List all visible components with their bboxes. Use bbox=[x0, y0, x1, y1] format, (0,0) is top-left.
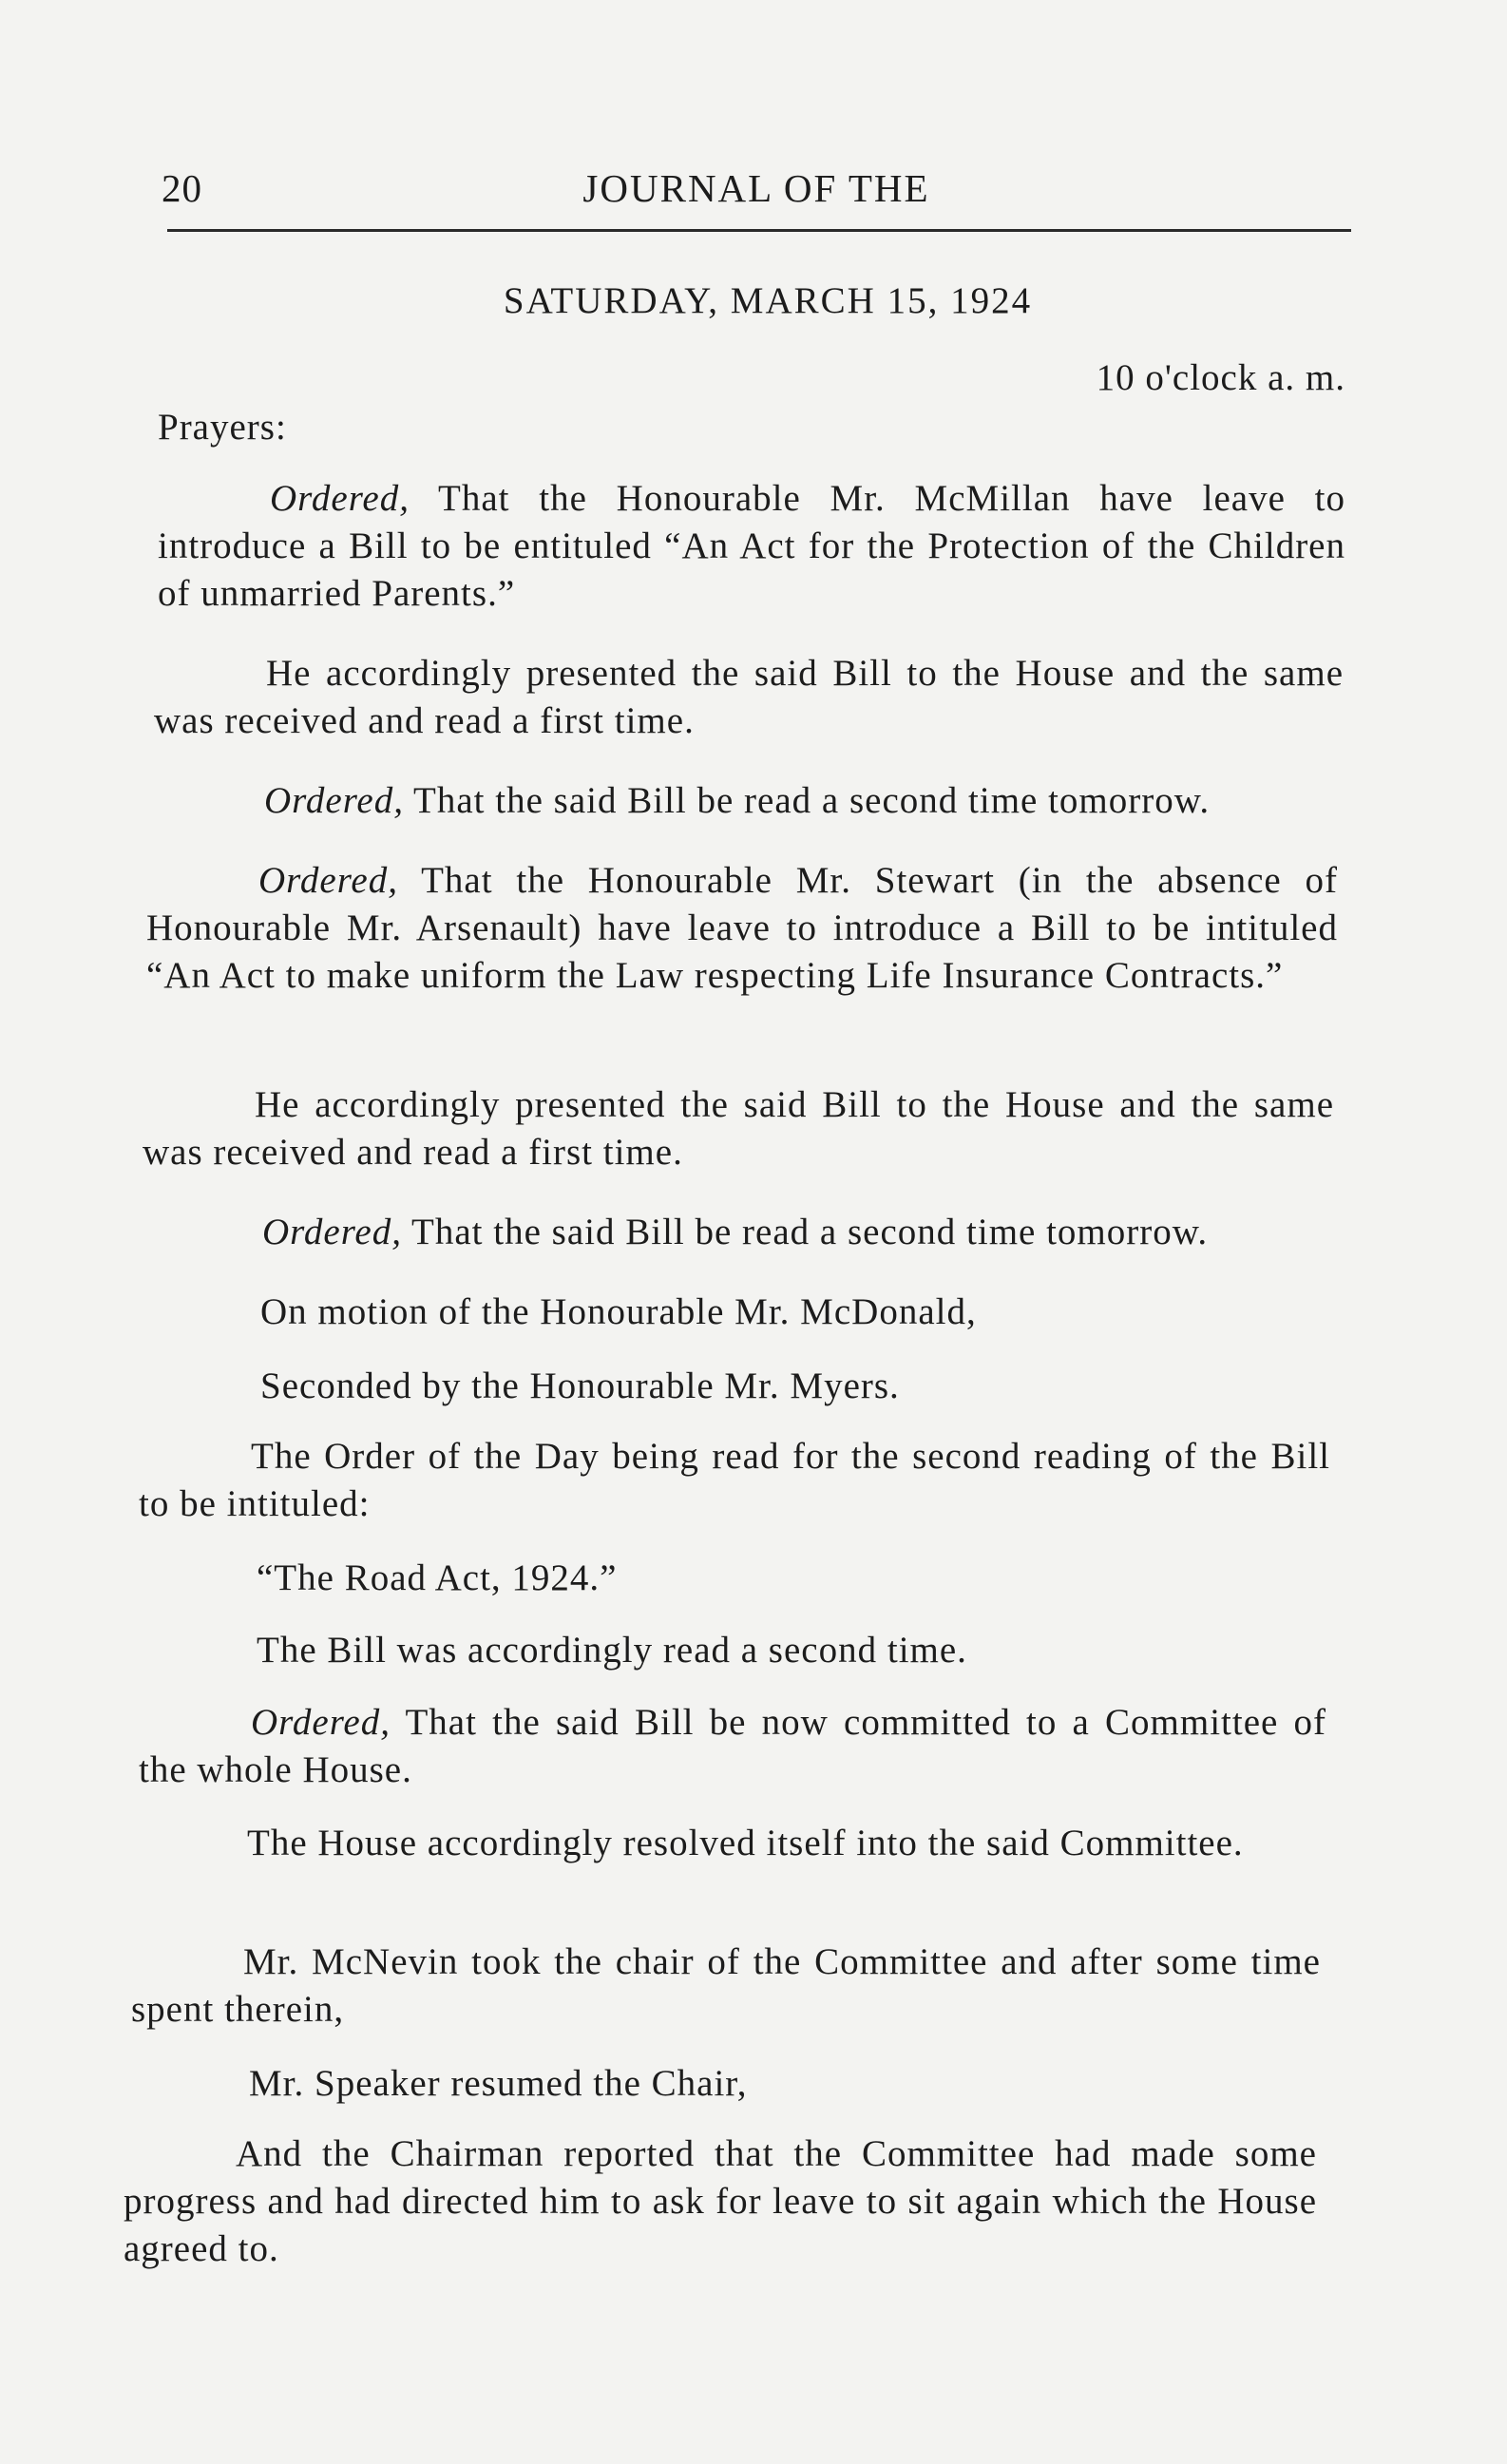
paragraph-text: Mr. Speaker resumed the Chair, bbox=[249, 2063, 748, 2104]
paragraph-8 bbox=[260, 1363, 1334, 1410]
paragraph-3 bbox=[152, 777, 1340, 825]
paragraph-text: And the Chairman reported that the Committee had made some progress and had directed him to ask for leave to sit again which the House agreed to. bbox=[124, 2133, 1317, 2269]
prayers-line bbox=[158, 404, 1351, 451]
paragraph-text: That the Honourable Mr. McMillan have leave to introduce a Bill to be entituled “An Act for the Protection of the Children of unmarried Parents.” bbox=[158, 478, 1345, 614]
ordered-lead: Ordered, bbox=[270, 478, 410, 519]
paragraph-text: The Bill was accordingly read a second time. bbox=[257, 1630, 967, 1671]
paragraph-text: That the said Bill be now committed to a Committee of the whole House. bbox=[139, 1702, 1326, 1790]
journal-title: JOURNAL OF THE bbox=[582, 166, 930, 210]
paragraph-5 bbox=[143, 1081, 1334, 1176]
paragraph-text: He accordingly presented the said Bill to the House and the same was received and read a first time. bbox=[143, 1084, 1334, 1173]
ordered-lead: Ordered, bbox=[262, 1212, 402, 1252]
paragraph-9 bbox=[139, 1433, 1330, 1528]
page-number: 20 bbox=[162, 166, 202, 210]
header-rule bbox=[167, 229, 1351, 232]
paragraph-6 bbox=[150, 1209, 1334, 1256]
paragraph-2 bbox=[154, 650, 1344, 745]
paragraph-13 bbox=[135, 1820, 1325, 1867]
paragraph-text: The House accordingly resolved itself into the said Committee. bbox=[247, 1823, 1244, 1863]
paragraph-text: That the Honourable Mr. Stewart (in the absence of Honourable Mr. Arsenault) have leave to introduce a Bill to be intituled “An Act to make uniform the Law respecting Life Insurance Contracts.” bbox=[146, 860, 1338, 996]
paragraph-text: He accordingly presented the said Bill to the House and the same was received and read a first time. bbox=[154, 653, 1344, 741]
paragraph-text: Seconded by the Honourable Mr. Myers. bbox=[260, 1366, 900, 1406]
paragraph-text: The Order of the Day being read for the second reading of the Bill to be intituled: bbox=[139, 1436, 1330, 1524]
paragraph-10 bbox=[257, 1555, 1321, 1602]
session-time: 10 o'clock a. m. bbox=[1096, 357, 1345, 398]
ordered-lead: Ordered, bbox=[258, 860, 398, 901]
paragraph-15 bbox=[249, 2060, 1313, 2108]
paragraph-4 bbox=[146, 857, 1338, 1000]
paragraph-11 bbox=[257, 1627, 1321, 1674]
running-head bbox=[162, 162, 1351, 219]
ordered-lead: Ordered, bbox=[251, 1702, 391, 1743]
paragraph-7 bbox=[260, 1289, 1334, 1336]
paragraph-text: “The Road Act, 1924.” bbox=[257, 1557, 618, 1598]
paragraph-text: That the said Bill be read a second time tomorrow. bbox=[404, 780, 1211, 821]
paragraph-text: That the said Bill be read a second time tomorrow. bbox=[402, 1212, 1209, 1252]
paragraph-text: Mr. McNevin took the chair of the Committee and after some time spent therein, bbox=[131, 1941, 1321, 2030]
paragraph-text: On motion of the Honourable Mr. McDonald, bbox=[260, 1291, 977, 1332]
prayers-label: Prayers: bbox=[158, 407, 287, 448]
paragraph-12 bbox=[139, 1699, 1326, 1794]
paragraph-16 bbox=[124, 2130, 1317, 2273]
paragraph-14 bbox=[131, 1939, 1321, 2034]
paragraph-1 bbox=[158, 475, 1345, 618]
ordered-lead: Ordered, bbox=[264, 780, 404, 821]
date-heading: SATURDAY, MARCH 15, 1924 bbox=[503, 280, 1033, 321]
